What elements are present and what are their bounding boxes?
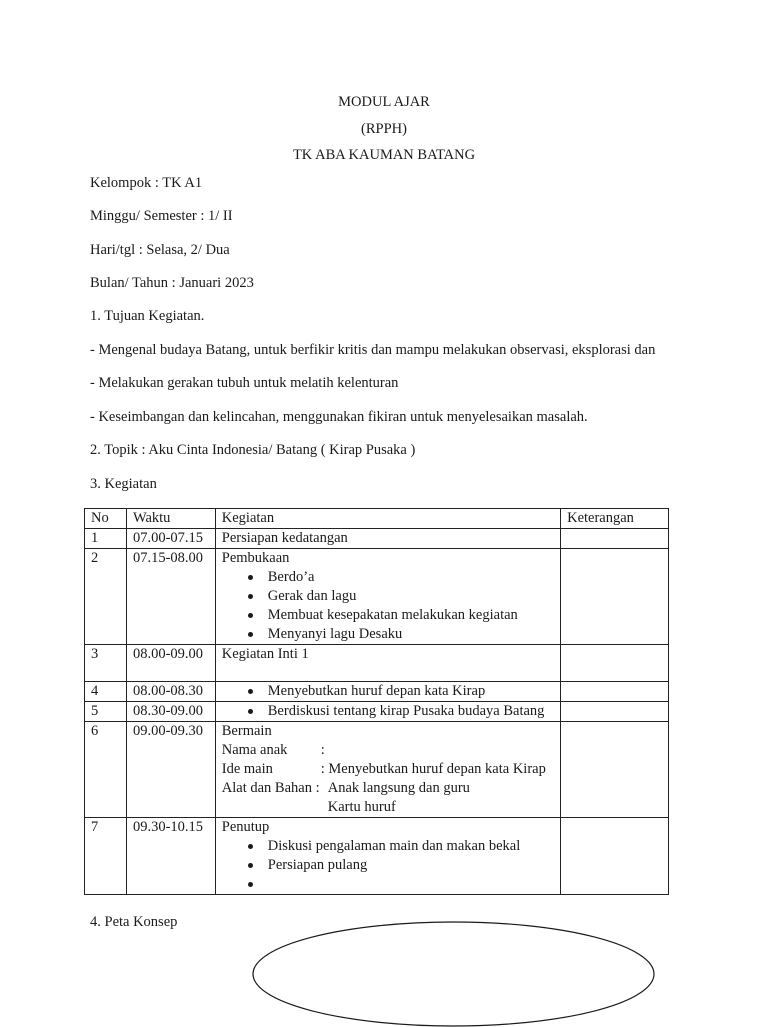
detail-row — [222, 760, 554, 779]
table-row — [85, 549, 669, 645]
cell-kegiatan: Persiapan kedatangan — [215, 529, 560, 549]
cell-waktu: 07.00-07.15 — [126, 529, 215, 549]
cell-no: 3 — [85, 645, 127, 682]
bullet-list — [222, 568, 554, 644]
detail-row — [222, 741, 554, 760]
table-row — [85, 722, 669, 818]
detail-value: Anak langsung dan guru — [327, 780, 470, 796]
detail-row — [222, 779, 554, 798]
cell-kegiatan — [215, 818, 560, 895]
tujuan-title: 1. Tujuan Kegiatan. — [90, 308, 205, 324]
cell-no: 6 — [85, 722, 127, 818]
cell-waktu: 09.30-10.15 — [126, 818, 215, 895]
cell-kegiatan-title: Pembukaan — [221, 550, 290, 566]
table-row — [85, 645, 669, 682]
cell-keterangan — [561, 702, 669, 722]
detail-extra: Kartu huruf — [327, 799, 396, 815]
detail-value: : — [320, 742, 325, 758]
concept-map-ellipse — [252, 921, 655, 1027]
kegiatan-title: 3. Kegiatan — [90, 476, 157, 492]
cell-waktu: 08.30-09.00 — [126, 702, 215, 722]
header-kegiatan: Kegiatan — [215, 509, 560, 529]
cell-kegiatan-title: Penutup — [221, 819, 270, 835]
bullet-list — [222, 682, 554, 701]
cell-keterangan — [561, 529, 669, 549]
cell-no: 1 — [85, 529, 127, 549]
cell-kegiatan — [215, 682, 560, 702]
detail-value: : Menyebutkan huruf depan kata Kirap — [320, 761, 546, 777]
peta-konsep-title: 4. Peta Konsep — [90, 914, 178, 930]
doc-title: MODUL AJAR — [338, 94, 430, 110]
cell-kegiatan: Kegiatan Inti 1 — [215, 645, 560, 682]
header-waktu: Waktu — [126, 509, 215, 529]
list-item: Menyanyi lagu Desaku — [268, 625, 554, 644]
cell-waktu: 08.00-08.30 — [126, 682, 215, 702]
cell-kegiatan — [215, 702, 560, 722]
table-row — [85, 702, 669, 722]
cell-waktu: 07.15-08.00 — [126, 549, 215, 645]
list-item: Persiapan pulang — [268, 856, 554, 875]
kegiatan-table — [84, 508, 669, 895]
tujuan-item: - Melakukan gerakan tubuh untuk melatih kelenturan — [90, 375, 399, 391]
school-name: TK ABA KAUMAN BATANG — [292, 147, 476, 163]
cell-no: 7 — [85, 818, 127, 895]
info-hari: Hari/tgl : Selasa, 2/ Dua — [90, 242, 230, 258]
list-item: Diskusi pengalaman main dan makan bekal — [268, 837, 554, 856]
cell-keterangan — [561, 722, 669, 818]
list-item: Gerak dan lagu — [268, 587, 554, 606]
doc-subtitle: (RPPH) — [361, 121, 407, 137]
list-item — [268, 875, 554, 894]
table-row — [85, 529, 669, 549]
cell-keterangan — [561, 645, 669, 682]
list-item: Membuat kesepakatan melakukan kegiatan — [268, 606, 554, 625]
detail-key: Alat dan Bahan : — [221, 780, 320, 796]
cell-keterangan — [561, 818, 669, 895]
header-no: No — [85, 509, 127, 529]
table-row — [85, 818, 669, 895]
cell-no: 4 — [85, 682, 127, 702]
tujuan-item: - Mengenal budaya Batang, untuk berfikir kritis dan mampu melakukan observasi, eksplorasi dan — [90, 342, 656, 358]
bullet-list — [222, 702, 554, 721]
list-item: Menyebutkan huruf depan kata Kirap — [268, 682, 554, 701]
cell-no: 5 — [85, 702, 127, 722]
cell-no: 2 — [85, 549, 127, 645]
cell-waktu: 08.00-09.00 — [126, 645, 215, 682]
header-keterangan: Keterangan — [561, 509, 669, 529]
list-item: Berdo’a — [268, 568, 554, 587]
detail-key: Ide main — [221, 761, 273, 777]
cell-keterangan — [561, 549, 669, 645]
info-kelompok: Kelompok : TK A1 — [90, 175, 203, 191]
table-header-row — [85, 509, 669, 529]
bullet-list — [222, 837, 554, 894]
topik: 2. Topik : Aku Cinta Indonesia/ Batang ( Kirap Pusaka ) — [90, 442, 416, 458]
list-item: Berdiskusi tentang kirap Pusaka budaya Batang — [268, 702, 554, 721]
info-bulan: Bulan/ Tahun : Januari 2023 — [90, 275, 254, 291]
cell-kegiatan — [215, 722, 560, 818]
detail-key: Nama anak — [221, 742, 288, 758]
info-minggu: Minggu/ Semester : 1/ II — [90, 208, 233, 224]
cell-keterangan — [561, 682, 669, 702]
cell-waktu: 09.00-09.30 — [126, 722, 215, 818]
cell-kegiatan-title: Bermain — [221, 723, 272, 739]
cell-kegiatan — [215, 549, 560, 645]
table-row — [85, 682, 669, 702]
tujuan-item: - Keseimbangan dan kelincahan, menggunakan fikiran untuk menyelesaikan masalah. — [90, 409, 588, 425]
